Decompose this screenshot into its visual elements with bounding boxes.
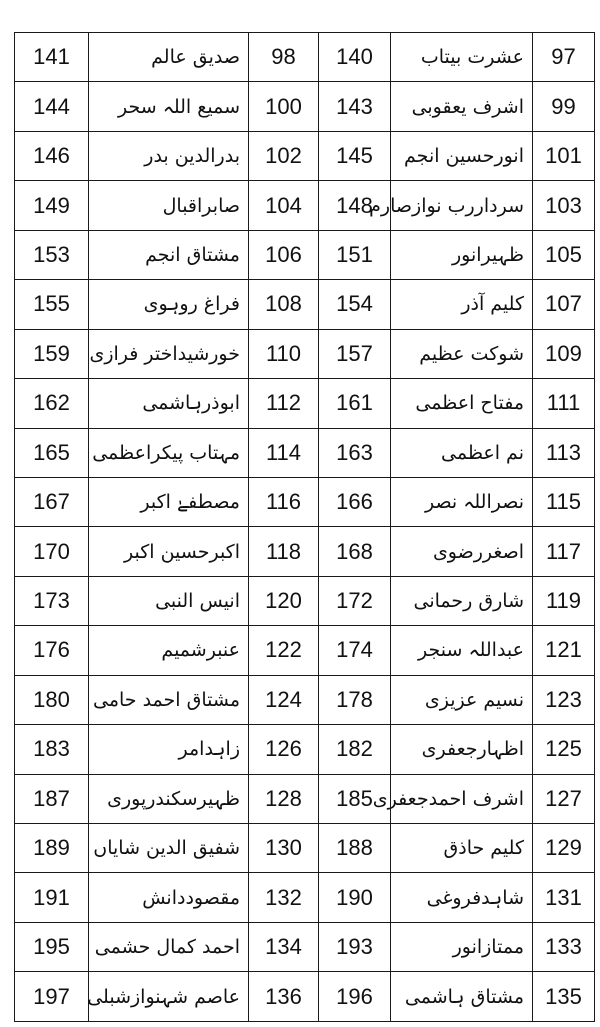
- entry-number-cell: 106: [249, 230, 319, 279]
- entry-number-cell: 125: [533, 725, 595, 774]
- poet-name-cell: نم اعظمی: [391, 428, 533, 477]
- page-number-cell: 153: [15, 230, 89, 279]
- entry-number-cell: 102: [249, 131, 319, 180]
- entry-number-cell: 123: [533, 675, 595, 724]
- entry-number-cell: 131: [533, 873, 595, 922]
- page-number-cell: 140: [319, 33, 391, 82]
- entry-number-cell: 134: [249, 922, 319, 971]
- page-number-cell: 143: [319, 82, 391, 131]
- index-page: [14, 32, 594, 1022]
- table-row: [15, 725, 595, 774]
- table-row: [15, 922, 595, 971]
- poet-name-cell: کلیم حاذق: [391, 824, 533, 873]
- entry-number-cell: 135: [533, 972, 595, 1022]
- page-number-cell: 176: [15, 626, 89, 675]
- page-number-cell: 172: [319, 576, 391, 625]
- poet-name-cell: اظہارجعفری: [391, 725, 533, 774]
- entry-number-cell: 122: [249, 626, 319, 675]
- page-number-cell: 178: [319, 675, 391, 724]
- poet-name-cell: مفتاح اعظمی: [391, 379, 533, 428]
- poet-name-cell: مصطفےٰ اکبر: [89, 477, 249, 526]
- poet-name-cell: انیس النبی: [89, 576, 249, 625]
- poet-name-cell: عاصم شہنوازشبلی: [89, 972, 249, 1022]
- page-number-cell: 197: [15, 972, 89, 1022]
- page-number-cell: 173: [15, 576, 89, 625]
- page-number-cell: 193: [319, 922, 391, 971]
- poet-name-cell: صدیق عالم: [89, 33, 249, 82]
- table-row: [15, 477, 595, 526]
- page-number-cell: 185: [319, 774, 391, 823]
- entry-number-cell: 104: [249, 181, 319, 230]
- entry-number-cell: 133: [533, 922, 595, 971]
- page-number-cell: 165: [15, 428, 89, 477]
- poet-name-cell: ظہیرسکندرپوری: [89, 774, 249, 823]
- page-number-cell: 149: [15, 181, 89, 230]
- entry-number-cell: 130: [249, 824, 319, 873]
- poet-name-cell: خورشیداختر فرازی: [89, 329, 249, 378]
- table-row: [15, 527, 595, 576]
- page-number-cell: 191: [15, 873, 89, 922]
- poet-name-cell: عشرت بیتاب: [391, 33, 533, 82]
- poet-name-cell: ممتازانور: [391, 922, 533, 971]
- poet-name-cell: بدرالدین بدر: [89, 131, 249, 180]
- page-number-cell: 167: [15, 477, 89, 526]
- page-number-cell: 180: [15, 675, 89, 724]
- page-number-cell: 145: [319, 131, 391, 180]
- table-row: [15, 329, 595, 378]
- entry-number-cell: 100: [249, 82, 319, 131]
- entry-number-cell: 112: [249, 379, 319, 428]
- table-row: [15, 379, 595, 428]
- entry-number-cell: 107: [533, 280, 595, 329]
- poet-name-cell: اشرف احمدجعفری: [391, 774, 533, 823]
- entry-number-cell: 127: [533, 774, 595, 823]
- poet-name-cell: سمیع اللہ سحر: [89, 82, 249, 131]
- poet-name-cell: نصراللہ نصر: [391, 477, 533, 526]
- table-row: [15, 873, 595, 922]
- poet-name-cell: احمد کمال حشمی: [89, 922, 249, 971]
- table-row: [15, 824, 595, 873]
- page-number-cell: 170: [15, 527, 89, 576]
- page-number-cell: 146: [15, 131, 89, 180]
- page-number-cell: 162: [15, 379, 89, 428]
- poet-name-cell: نسیم عزیزی: [391, 675, 533, 724]
- poet-name-cell: انورحسین انجم: [391, 131, 533, 180]
- table-row: [15, 626, 595, 675]
- table-row: [15, 774, 595, 823]
- page-number-cell: 187: [15, 774, 89, 823]
- table-row: [15, 972, 595, 1022]
- poet-name-cell: سرداررب نوازصارم: [391, 181, 533, 230]
- entry-number-cell: 121: [533, 626, 595, 675]
- poet-name-cell: مشتاق انجم: [89, 230, 249, 279]
- entry-number-cell: 126: [249, 725, 319, 774]
- entry-number-cell: 115: [533, 477, 595, 526]
- table-row: [15, 428, 595, 477]
- entry-number-cell: 128: [249, 774, 319, 823]
- entry-number-cell: 109: [533, 329, 595, 378]
- poet-name-cell: شوکت عظیم: [391, 329, 533, 378]
- poet-name-cell: مشتاق احمد حامی: [89, 675, 249, 724]
- poet-name-cell: ظہیرانور: [391, 230, 533, 279]
- page-number-cell: 195: [15, 922, 89, 971]
- entry-number-cell: 103: [533, 181, 595, 230]
- page-number-cell: 155: [15, 280, 89, 329]
- poet-name-cell: مقصوددانش: [89, 873, 249, 922]
- table-row: [15, 33, 595, 82]
- poet-name-cell: اصغررضوی: [391, 527, 533, 576]
- page-number-cell: 144: [15, 82, 89, 131]
- entry-number-cell: 98: [249, 33, 319, 82]
- page-number-cell: 163: [319, 428, 391, 477]
- entry-number-cell: 97: [533, 33, 595, 82]
- entry-number-cell: 129: [533, 824, 595, 873]
- page-number-cell: 189: [15, 824, 89, 873]
- table-row: [15, 675, 595, 724]
- entry-number-cell: 124: [249, 675, 319, 724]
- entry-number-cell: 120: [249, 576, 319, 625]
- poet-name-cell: شفیق الدین شایاں: [89, 824, 249, 873]
- entry-number-cell: 136: [249, 972, 319, 1022]
- table-row: [15, 131, 595, 180]
- entry-number-cell: 113: [533, 428, 595, 477]
- entry-number-cell: 110: [249, 329, 319, 378]
- poet-name-cell: شارق رحمانی: [391, 576, 533, 625]
- entry-number-cell: 118: [249, 527, 319, 576]
- index-table-body: [15, 33, 595, 1022]
- poets-index-table: [14, 32, 595, 1022]
- page-number-cell: 183: [15, 725, 89, 774]
- entry-number-cell: 114: [249, 428, 319, 477]
- page-number-cell: 188: [319, 824, 391, 873]
- page-number-cell: 141: [15, 33, 89, 82]
- page-number-cell: 159: [15, 329, 89, 378]
- poet-name-cell: اکبرحسین اکبر: [89, 527, 249, 576]
- page-number-cell: 190: [319, 873, 391, 922]
- poet-name-cell: صابراقبال: [89, 181, 249, 230]
- table-row: [15, 230, 595, 279]
- poet-name-cell: شاہدفروغی: [391, 873, 533, 922]
- page-number-cell: 154: [319, 280, 391, 329]
- poet-name-cell: ابوذرہاشمی: [89, 379, 249, 428]
- table-row: [15, 82, 595, 131]
- page-number-cell: 151: [319, 230, 391, 279]
- page-number-cell: 168: [319, 527, 391, 576]
- page-number-cell: 174: [319, 626, 391, 675]
- entry-number-cell: 111: [533, 379, 595, 428]
- entry-number-cell: 101: [533, 131, 595, 180]
- poet-name-cell: مہتاب پیکراعظمی: [89, 428, 249, 477]
- poet-name-cell: فراغ روہوی: [89, 280, 249, 329]
- table-row: [15, 181, 595, 230]
- poet-name-cell: مشتاق ہاشمی: [391, 972, 533, 1022]
- table-row: [15, 280, 595, 329]
- poet-name-cell: عبداللہ سنجر: [391, 626, 533, 675]
- table-row: [15, 576, 595, 625]
- page-number-cell: 196: [319, 972, 391, 1022]
- entry-number-cell: 105: [533, 230, 595, 279]
- poet-name-cell: کلیم آذر: [391, 280, 533, 329]
- entry-number-cell: 119: [533, 576, 595, 625]
- page-number-cell: 157: [319, 329, 391, 378]
- entry-number-cell: 116: [249, 477, 319, 526]
- page-number-cell: 148: [319, 181, 391, 230]
- poet-name-cell: عنبرشمیم: [89, 626, 249, 675]
- entry-number-cell: 132: [249, 873, 319, 922]
- entry-number-cell: 117: [533, 527, 595, 576]
- poet-name-cell: زاہدامر: [89, 725, 249, 774]
- poet-name-cell: اشرف یعقوبی: [391, 82, 533, 131]
- page-number-cell: 166: [319, 477, 391, 526]
- entry-number-cell: 99: [533, 82, 595, 131]
- page-number-cell: 161: [319, 379, 391, 428]
- page-number-cell: 182: [319, 725, 391, 774]
- entry-number-cell: 108: [249, 280, 319, 329]
